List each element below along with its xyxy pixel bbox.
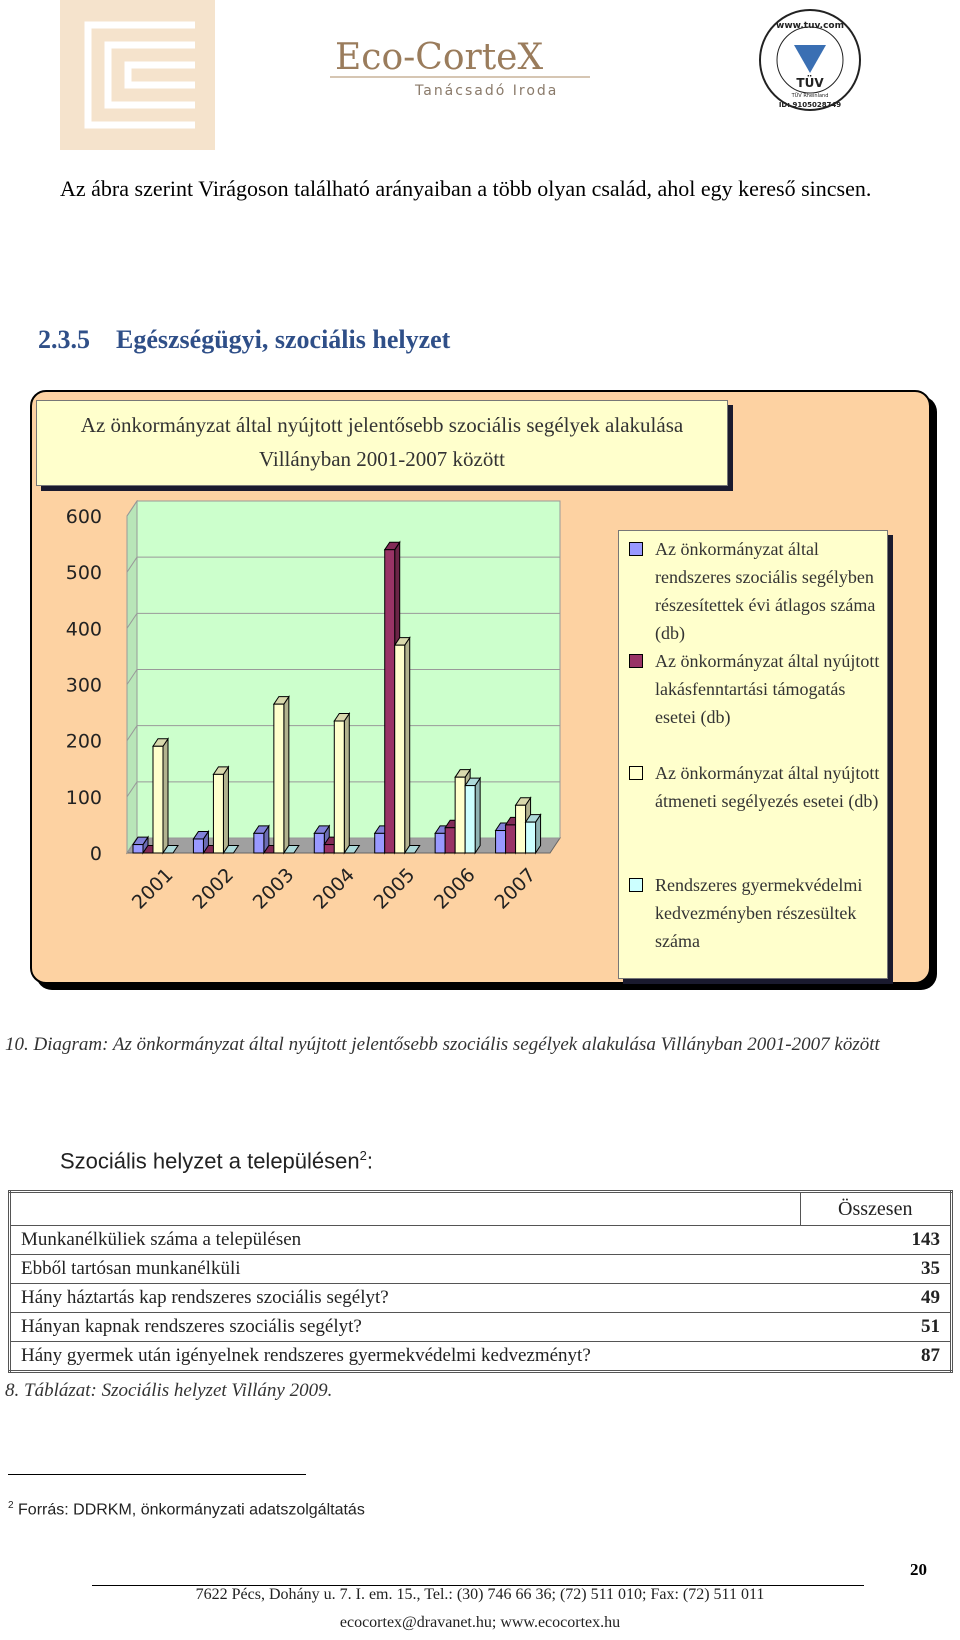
brand-tagline: Tanácsadó Iroda <box>415 83 559 99</box>
bar <box>455 777 465 853</box>
row-value: 51 <box>800 1313 952 1342</box>
bar-side <box>163 739 168 853</box>
intro-paragraph: Az ábra szerint Virágoson található arányaiban a több olyan család, ahol egy kereső sincsen. <box>60 176 872 201</box>
table-row <box>10 1226 952 1255</box>
bar <box>314 833 324 853</box>
svg-text:www.tuv.com: www.tuv.com <box>776 21 844 31</box>
y-tick-label: 300 <box>65 674 102 697</box>
y-tick-label: 200 <box>65 730 102 753</box>
x-tick-label: 2004 <box>309 863 359 914</box>
bar <box>516 805 526 853</box>
table-heading: Szociális helyzet a településen$^2$: <box>60 1148 373 1174</box>
x-tick-label: 2001 <box>127 863 178 914</box>
row-label: Ebből tartósan munkanélküli <box>10 1255 801 1284</box>
diagram-caption: 10. Diagram: Az önkormányzat által nyújtott jelentősebb szociális segélyek alakulása Villányban 2001-2007 között <box>5 1034 880 1055</box>
social-stats-table <box>8 1190 953 1373</box>
row-label: Hány háztartás kap rendszeres szociális segélyt? <box>10 1284 801 1313</box>
x-tick-label: 2005 <box>369 863 420 914</box>
bar-side <box>344 714 349 853</box>
bar <box>334 721 344 853</box>
footer-contact: ecocortex@dravanet.hu; www.ecocortex.hu <box>339 1614 621 1631</box>
bar <box>445 828 455 853</box>
tuv-certificate-seal <box>750 5 870 115</box>
footer-address: 7622 Pécs, Dohány u. 7. I. em. 15., Tel.: (30) 746 66 36; (72) 511 010; Fax: (72) 511 011 <box>195 1586 765 1603</box>
bar <box>153 746 163 853</box>
legend-swatch-4 <box>629 878 643 892</box>
row-value: 143 <box>800 1226 952 1255</box>
brand-name: Eco-CorteX <box>335 37 544 78</box>
y-tick-label: 600 <box>65 506 102 528</box>
chart-title: Az önkormányzat által nyújtott jelentősebb szociális segélyek alakulása Villányban 2001-2007 között <box>36 400 728 486</box>
company-logo-left <box>60 0 215 150</box>
chart-legend: Az önkormányzat által rendszeres szociális segélyben részesítettek évi átlagos száma (db) Az önkormányzat által nyújtott lakásfenntartási támogatás esetei (db) Az önkormányzat által nyújtott átmeneti segélyezés esetei (db) Rendszeres gyermekvédelmi kedvezményben részesültek száma <box>618 530 888 979</box>
x-tick-label: 2006 <box>430 863 480 914</box>
footnote: $^2$ Forrás: DDRKM, önkormányzati adatszolgáltatás <box>8 1500 365 1519</box>
section-heading <box>38 325 450 355</box>
svg-text:TÜV: TÜV <box>796 76 824 90</box>
bar <box>193 839 203 853</box>
column-header-total: Összesen <box>800 1192 952 1226</box>
bar-side <box>405 638 410 853</box>
eco-cortex-logo <box>325 25 645 105</box>
legend-swatch-2 <box>629 654 643 668</box>
table-row <box>10 1313 952 1342</box>
footnote-divider <box>8 1474 306 1475</box>
page-number: 20 <box>910 1560 927 1579</box>
y-tick-label: 500 <box>65 562 102 585</box>
row-label: Hány gyermek után igényelnek rendszeres gyermekvédelmi kedvezményt? <box>10 1342 801 1372</box>
svg-text:TÜV Rheinland: TÜV Rheinland <box>791 93 829 99</box>
row-label: Munkanélküliek száma a településen <box>10 1226 801 1255</box>
x-tick-label: 2007 <box>490 863 541 914</box>
table-row <box>10 1255 952 1284</box>
bar <box>385 550 395 853</box>
legend-swatch-3 <box>629 766 643 780</box>
row-label: Hányan kapnak rendszeres szociális segélyt? <box>10 1313 801 1342</box>
bar <box>506 825 516 853</box>
bar <box>526 822 536 853</box>
table-row <box>10 1284 952 1313</box>
logo-mark-icon <box>60 0 215 150</box>
table-caption: 8. Táblázat: Szociális helyzet Villány 2009. <box>5 1380 333 1401</box>
x-tick-label: 2003 <box>248 863 299 914</box>
bar <box>435 833 445 853</box>
bar-side <box>223 767 228 853</box>
section-title: Egészségügyi, szociális helyzet <box>116 325 451 354</box>
row-value: 87 <box>800 1342 952 1372</box>
bar <box>324 845 334 853</box>
x-tick-label: 2002 <box>188 863 239 914</box>
row-value: 35 <box>800 1255 952 1284</box>
table-header-row <box>10 1192 952 1226</box>
bar-side <box>284 697 289 853</box>
y-tick-label: 0 <box>89 843 102 865</box>
bar-chart <box>30 500 610 960</box>
row-value: 49 <box>800 1284 952 1313</box>
bar <box>496 831 506 853</box>
bar <box>375 833 385 853</box>
y-tick-label: 400 <box>65 618 102 641</box>
section-number: 2.3.5 <box>38 325 90 354</box>
bar <box>395 645 405 853</box>
y-tick-label: 100 <box>65 786 102 809</box>
bar <box>254 833 264 853</box>
footnote-ref: 2 <box>359 1148 367 1163</box>
bar <box>465 786 475 853</box>
table-row <box>10 1342 952 1372</box>
svg-text:ID: 9105028749: ID: 9105028749 <box>778 101 842 109</box>
legend-swatch-1 <box>629 542 643 556</box>
bar <box>213 774 223 853</box>
bar-side <box>475 778 480 853</box>
bar <box>133 845 143 853</box>
bar <box>274 704 284 853</box>
